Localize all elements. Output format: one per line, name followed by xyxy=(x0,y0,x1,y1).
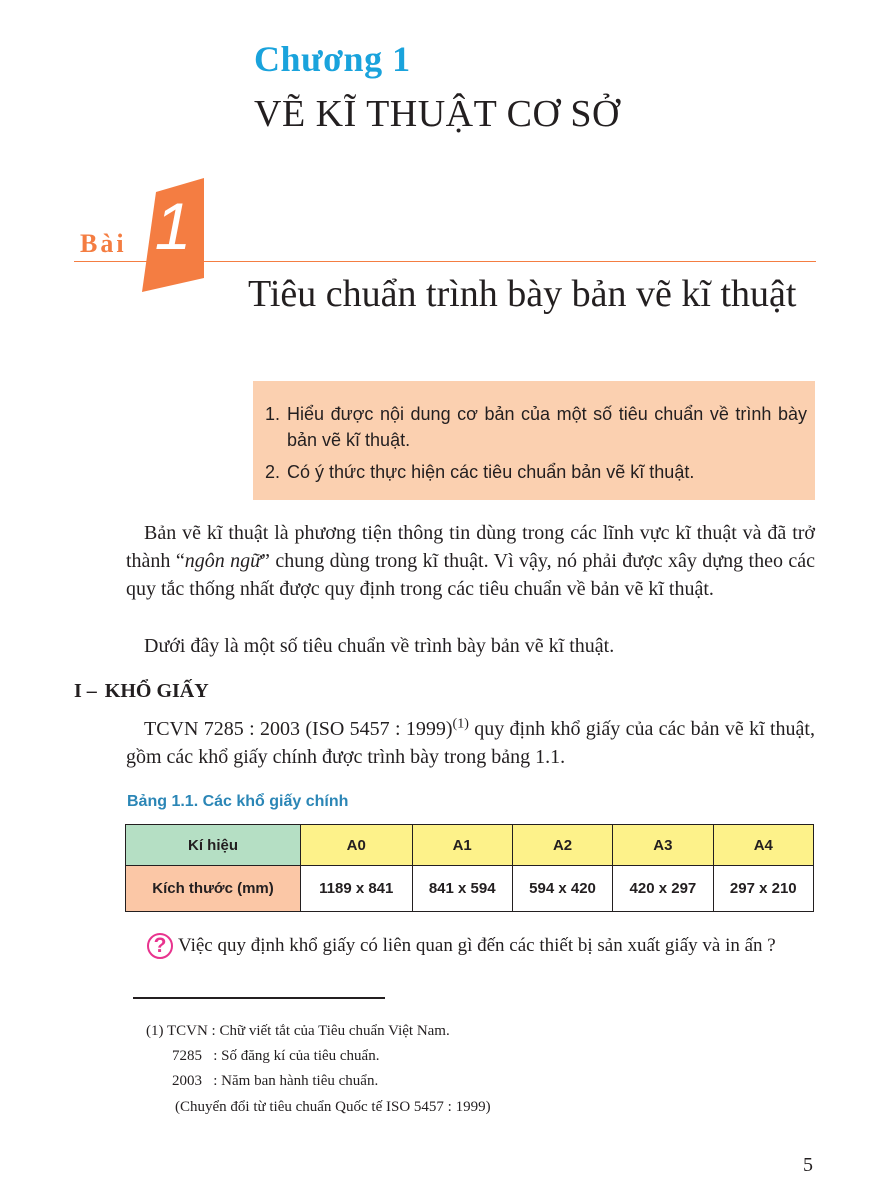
lesson-number: 1 xyxy=(154,189,192,263)
objective-item xyxy=(265,401,807,453)
chapter-label: Chương 1 xyxy=(254,39,411,79)
footnote-line: (Chuyển đổi từ tiêu chuẩn Quốc tế ISO 5457 : 1999) xyxy=(175,1099,491,1115)
footnote-line: 7285 : Số đăng kí của tiêu chuẩn. xyxy=(172,1048,380,1064)
objective-text: Có ý thức thực hiện các tiêu chuẩn bản vẽ kĩ thuật. xyxy=(287,462,695,482)
lesson-title: Tiêu chuẩn trình bày bản vẽ kĩ thuật xyxy=(248,273,797,315)
footnote-divider xyxy=(133,997,385,999)
footnote-line: (1) TCVN : Chữ viết tắt của Tiêu chuẩn Việt Nam. xyxy=(146,1023,450,1039)
question-icon: ? xyxy=(147,933,173,959)
emphasis-term: ngôn ngữ xyxy=(184,550,262,572)
section-number: I – xyxy=(74,680,97,702)
chapter-title: VẼ KĨ THUẬT CƠ SỞ xyxy=(254,93,620,135)
table-cell: 1189 x 841 xyxy=(301,866,413,912)
footnote-line: 2003 : Năm ban hành tiêu chuẩn. xyxy=(172,1073,379,1089)
intro-paragraph-2: Dưới đây là một số tiêu chuẩn về trình bày bản vẽ kĩ thuật. xyxy=(144,635,615,657)
objective-number: 1. xyxy=(265,404,281,424)
footnote-ref: (1) xyxy=(452,716,469,732)
table-row xyxy=(126,825,814,866)
table-cell: 420 x 297 xyxy=(613,866,713,912)
table-cell: A3 xyxy=(613,825,713,866)
section-paragraph: TCVN 7285 : 2003 (ISO 5457 : 1999)$^{(1)}$ quy định khổ giấy của các bản vẽ kĩ thuật, gồm các khổ giấy chính được trình bày trong bảng 1.1. xyxy=(126,716,815,768)
table-caption: Bảng 1.1. Các khổ giấy chính xyxy=(127,793,349,810)
table-cell: A1 xyxy=(412,825,512,866)
objective-number: 2. xyxy=(265,462,281,482)
table-row xyxy=(126,866,814,912)
paper-size-table xyxy=(125,824,814,912)
table-cell: 594 x 420 xyxy=(512,866,612,912)
table-cell: A4 xyxy=(713,825,813,866)
row-header: Kích thước (mm) xyxy=(126,866,301,912)
intro-paragraph-1: Bản vẽ kĩ thuật là phương tiện thông tin dùng trong các lĩnh vực kĩ thuật và đã trở thành “ngôn ngữ” chung dùng trong kĩ thuật. Vì vậy, nó phải được xây dựng theo các quy tắc thống nhất được quy định trong các tiêu chuẩn về bản vẽ kĩ thuật. xyxy=(126,522,815,600)
table-cell: A0 xyxy=(301,825,413,866)
objective-text: Hiểu được nội dung cơ bản của một số tiêu chuẩn về trình bày bản vẽ kĩ thuật. xyxy=(287,404,807,450)
question-text: Việc quy định khổ giấy có liên quan gì đến các thiết bị sản xuất giấy và in ấn ? xyxy=(178,935,776,956)
page-number: 5 xyxy=(803,1154,813,1176)
section-heading xyxy=(74,680,209,703)
row-header: Kí hiệu xyxy=(126,825,301,866)
table-cell: 841 x 594 xyxy=(412,866,512,912)
section-title: KHỔ GIẤY xyxy=(104,680,209,702)
table-cell: 297 x 210 xyxy=(713,866,813,912)
objectives-box xyxy=(253,381,815,500)
lesson-label: Bài xyxy=(80,229,127,258)
table-cell: A2 xyxy=(512,825,612,866)
objective-item xyxy=(265,459,807,485)
